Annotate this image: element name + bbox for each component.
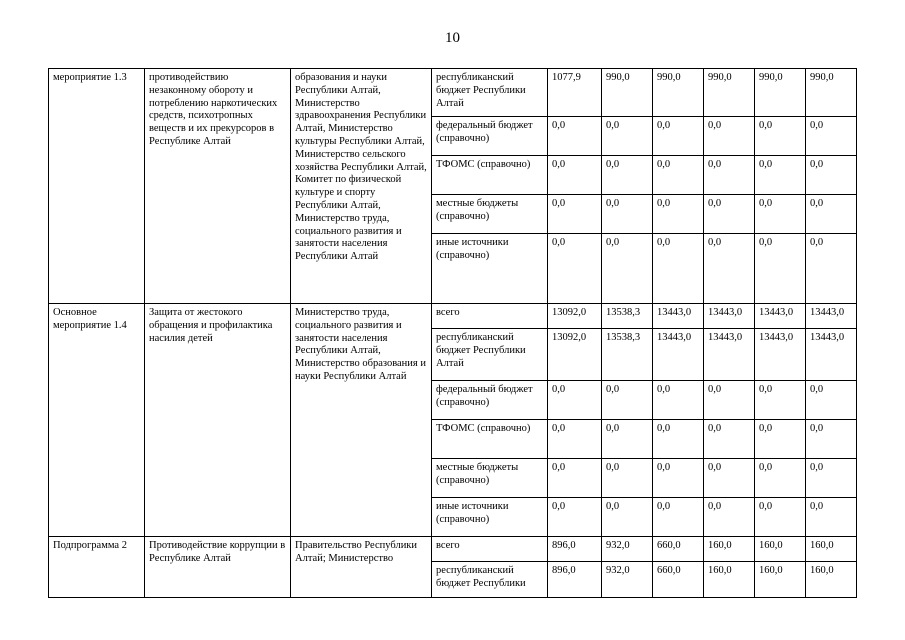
- amount-cell: 0,0: [548, 156, 602, 195]
- amount-cell: 0,0: [806, 117, 857, 156]
- amount-cell: 0,0: [704, 498, 755, 537]
- section-executor: Министерство труда, социального развития и занятости населения Республики Алтай, Министерство образования и науки Республики Алтай: [291, 304, 432, 537]
- amount-cell: 0,0: [653, 156, 704, 195]
- amount-cell: 13443,0: [704, 329, 755, 381]
- section-name: мероприятие 1.3: [49, 69, 145, 304]
- funding-source: республиканский бюджет Республики: [432, 562, 548, 598]
- funding-source: республиканский бюджет Республики Алтай: [432, 329, 548, 381]
- section-description: Защита от жестокого обращения и профилактика насилия детей: [145, 304, 291, 537]
- funding-source: иные источники (справочно): [432, 234, 548, 304]
- amount-cell: 13443,0: [755, 329, 806, 381]
- amount-cell: 0,0: [653, 498, 704, 537]
- amount-cell: 990,0: [806, 69, 857, 117]
- amount-cell: 0,0: [704, 195, 755, 234]
- amount-cell: 0,0: [704, 234, 755, 304]
- amount-cell: 0,0: [806, 498, 857, 537]
- amount-cell: 990,0: [755, 69, 806, 117]
- amount-cell: 0,0: [602, 498, 653, 537]
- amount-cell: 0,0: [653, 234, 704, 304]
- amount-cell: 0,0: [653, 117, 704, 156]
- amount-cell: 0,0: [602, 117, 653, 156]
- amount-cell: 0,0: [602, 459, 653, 498]
- amount-cell: 13443,0: [653, 329, 704, 381]
- amount-cell: 160,0: [704, 562, 755, 598]
- table-row: [49, 537, 857, 562]
- amount-cell: 0,0: [653, 459, 704, 498]
- amount-cell: 0,0: [806, 234, 857, 304]
- amount-cell: 0,0: [806, 381, 857, 420]
- amount-cell: 13538,3: [602, 304, 653, 329]
- amount-cell: 0,0: [755, 156, 806, 195]
- section-name: Основное мероприятие 1.4: [49, 304, 145, 537]
- funding-source: местные бюджеты (справочно): [432, 459, 548, 498]
- amount-cell: 0,0: [548, 498, 602, 537]
- amount-cell: 0,0: [755, 498, 806, 537]
- amount-cell: 0,0: [602, 381, 653, 420]
- funding-source: всего: [432, 304, 548, 329]
- amount-cell: 0,0: [602, 420, 653, 459]
- funding-source: всего: [432, 537, 548, 562]
- amount-cell: 13538,3: [602, 329, 653, 381]
- amount-cell: 932,0: [602, 562, 653, 598]
- funding-source: иные источники (справочно): [432, 498, 548, 537]
- amount-cell: 0,0: [755, 420, 806, 459]
- amount-cell: 13092,0: [548, 304, 602, 329]
- amount-cell: 896,0: [548, 537, 602, 562]
- amount-cell: 13443,0: [755, 304, 806, 329]
- amount-cell: 160,0: [806, 537, 857, 562]
- amount-cell: 13443,0: [653, 304, 704, 329]
- amount-cell: 990,0: [704, 69, 755, 117]
- amount-cell: 0,0: [602, 234, 653, 304]
- amount-cell: 0,0: [548, 195, 602, 234]
- amount-cell: 0,0: [602, 156, 653, 195]
- amount-cell: 13443,0: [704, 304, 755, 329]
- funding-source: ТФОМС (справочно): [432, 156, 548, 195]
- amount-cell: 0,0: [704, 459, 755, 498]
- amount-cell: 160,0: [755, 537, 806, 562]
- section-description: противодействию незаконному обороту и потреблению наркотических средств, психотропных веществ и их прекурсоров в Республике Алтай: [145, 69, 291, 304]
- amount-cell: 0,0: [755, 117, 806, 156]
- amount-cell: 0,0: [755, 459, 806, 498]
- amount-cell: 0,0: [548, 420, 602, 459]
- funding-table: [48, 68, 857, 598]
- amount-cell: 160,0: [704, 537, 755, 562]
- amount-cell: 660,0: [653, 562, 704, 598]
- table-row: [49, 69, 857, 117]
- amount-cell: 1077,9: [548, 69, 602, 117]
- amount-cell: 0,0: [806, 420, 857, 459]
- amount-cell: 0,0: [806, 459, 857, 498]
- amount-cell: 0,0: [548, 381, 602, 420]
- amount-cell: 0,0: [806, 195, 857, 234]
- section-description: Противодействие коррупции в Республике Алтай: [145, 537, 291, 598]
- amount-cell: 13443,0: [806, 329, 857, 381]
- amount-cell: 160,0: [755, 562, 806, 598]
- amount-cell: 990,0: [653, 69, 704, 117]
- amount-cell: 160,0: [806, 562, 857, 598]
- amount-cell: 0,0: [704, 156, 755, 195]
- section-name: Подпрограмма 2: [49, 537, 145, 598]
- amount-cell: 0,0: [806, 156, 857, 195]
- amount-cell: 0,0: [653, 420, 704, 459]
- section-executor: образования и науки Республики Алтай, Министерство здравоохранения Республики Алтай, Министерство культуры Республики Алтай, Министерство сельского хозяйства Республики Алтай, Комитет по физической культуре и спорту Республики Алтай, Министерство труда, социального развития и занятости населения Республики Алтай: [291, 69, 432, 304]
- amount-cell: 0,0: [653, 381, 704, 420]
- amount-cell: 0,0: [704, 117, 755, 156]
- amount-cell: 0,0: [704, 420, 755, 459]
- funding-source: местные бюджеты (справочно): [432, 195, 548, 234]
- funding-source: ТФОМС (справочно): [432, 420, 548, 459]
- amount-cell: 0,0: [548, 234, 602, 304]
- amount-cell: 660,0: [653, 537, 704, 562]
- amount-cell: 0,0: [653, 195, 704, 234]
- funding-source: федеральный бюджет (справочно): [432, 117, 548, 156]
- table-row: [49, 304, 857, 329]
- funding-source: федеральный бюджет (справочно): [432, 381, 548, 420]
- amount-cell: 0,0: [602, 195, 653, 234]
- amount-cell: 0,0: [755, 195, 806, 234]
- amount-cell: 13443,0: [806, 304, 857, 329]
- amount-cell: 13092,0: [548, 329, 602, 381]
- amount-cell: 0,0: [548, 117, 602, 156]
- amount-cell: 896,0: [548, 562, 602, 598]
- amount-cell: 0,0: [755, 234, 806, 304]
- amount-cell: 0,0: [548, 459, 602, 498]
- amount-cell: 0,0: [755, 381, 806, 420]
- amount-cell: 0,0: [704, 381, 755, 420]
- amount-cell: 990,0: [602, 69, 653, 117]
- section-executor: Правительство Республики Алтай; Министерство: [291, 537, 432, 598]
- page-number: 10: [445, 30, 460, 46]
- amount-cell: 932,0: [602, 537, 653, 562]
- funding-source: республиканский бюджет Республики Алтай: [432, 69, 548, 117]
